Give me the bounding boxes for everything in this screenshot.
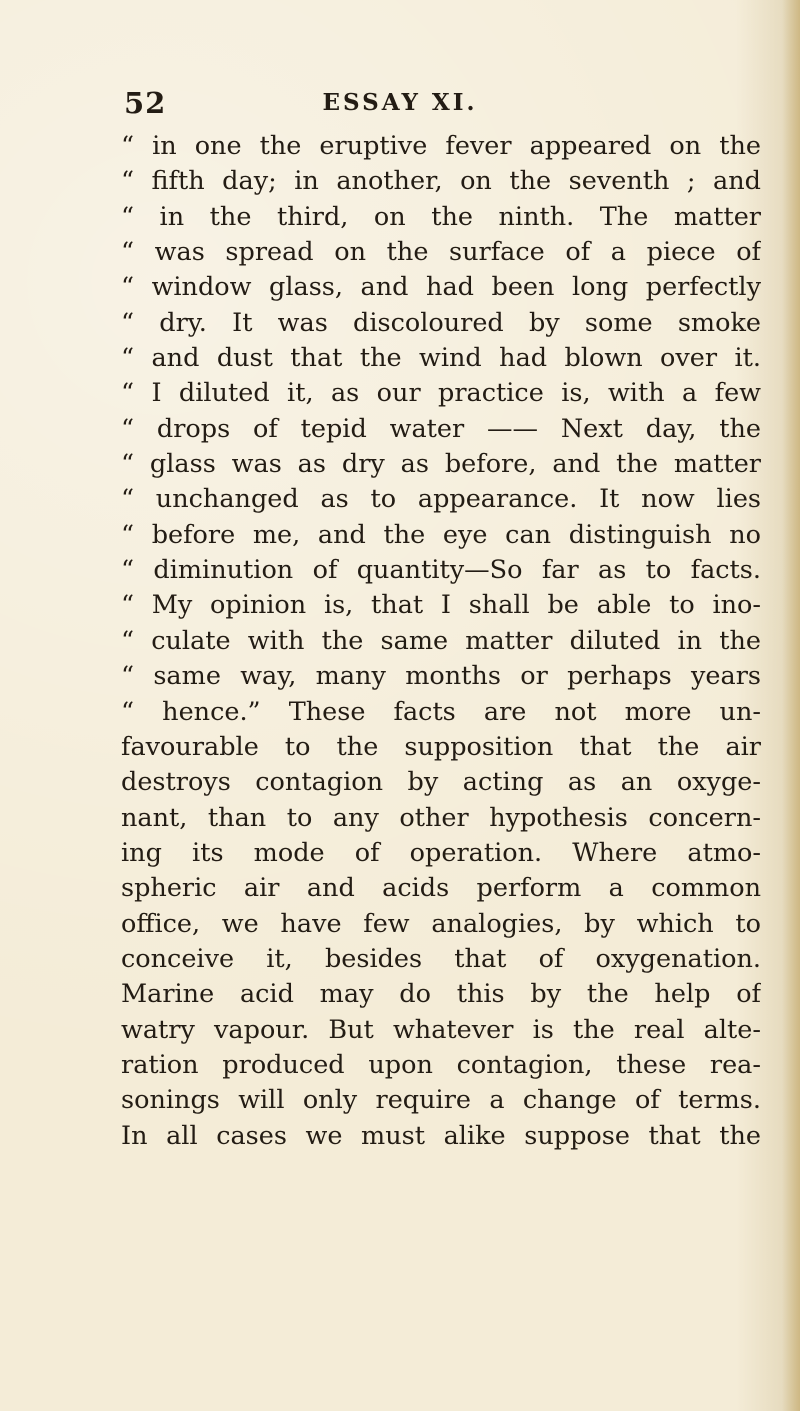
page-header bbox=[0, 86, 800, 126]
text-line: “ drops of tepid water —— Next day, the bbox=[121, 413, 761, 444]
running-head: ESSAY XI. bbox=[322, 89, 478, 116]
body-text bbox=[121, 129, 761, 1154]
text-line: watry vapour. But whatever is the real alte- bbox=[121, 1014, 761, 1045]
text-line: “ before me, and the eye can distinguish no bbox=[121, 519, 761, 550]
text-line: ing its mode of operation. Where atmo- bbox=[121, 837, 761, 868]
text-line: office, we have few analogies, by which to bbox=[121, 908, 761, 939]
text-line: favourable to the supposition that the air bbox=[121, 731, 761, 762]
text-line: “ fifth day; in another, on the seventh ; and bbox=[121, 166, 761, 197]
text-line: “ same way, many months or perhaps years bbox=[121, 661, 761, 692]
text-line: destroys contagion by acting as an oxyge- bbox=[121, 767, 761, 798]
text-line: “ and dust that the wind had blown over it. bbox=[121, 343, 761, 374]
page-edge-shadow bbox=[782, 0, 800, 1411]
text-line: ration produced upon contagion, these rea- bbox=[121, 1049, 761, 1080]
text-line: “ I diluted it, as our practice is, with a few bbox=[121, 378, 761, 409]
text-line: “ window glass, and had been long perfectly bbox=[121, 272, 761, 303]
text-line: Marine acid may do this by the help of bbox=[121, 979, 761, 1010]
text-line: “ My opinion is, that I shall be able to ino- bbox=[121, 590, 761, 621]
text-line: sonings will only require a change of terms. bbox=[121, 1085, 761, 1116]
page-number: 52 bbox=[124, 86, 167, 120]
text-line: “ in one the eruptive fever appeared on the bbox=[121, 131, 761, 161]
text-line: spheric air and acids perform a common bbox=[121, 873, 761, 904]
text-line: “ diminution of quantity—So far as to facts. bbox=[121, 555, 761, 586]
text-line: In all cases we must alike suppose that the bbox=[121, 1120, 761, 1151]
text-line: “ hence.” These facts are not more un- bbox=[121, 696, 761, 727]
text-line: conceive it, besides that of oxygenation. bbox=[121, 943, 761, 974]
text-line: “ in the third, on the ninth. The matter bbox=[121, 201, 761, 232]
text-line: “ was spread on the surface of a piece of bbox=[121, 237, 761, 268]
text-line: nant, than to any other hypothesis concern- bbox=[121, 802, 761, 833]
text-line: “ dry. It was discoloured by some smoke bbox=[121, 307, 761, 338]
text-line: “ glass was as dry as before, and the matter bbox=[121, 449, 761, 480]
text-line: “ unchanged as to appearance. It now lies bbox=[121, 484, 761, 515]
text-line: “ culate with the same matter diluted in the bbox=[121, 625, 761, 656]
